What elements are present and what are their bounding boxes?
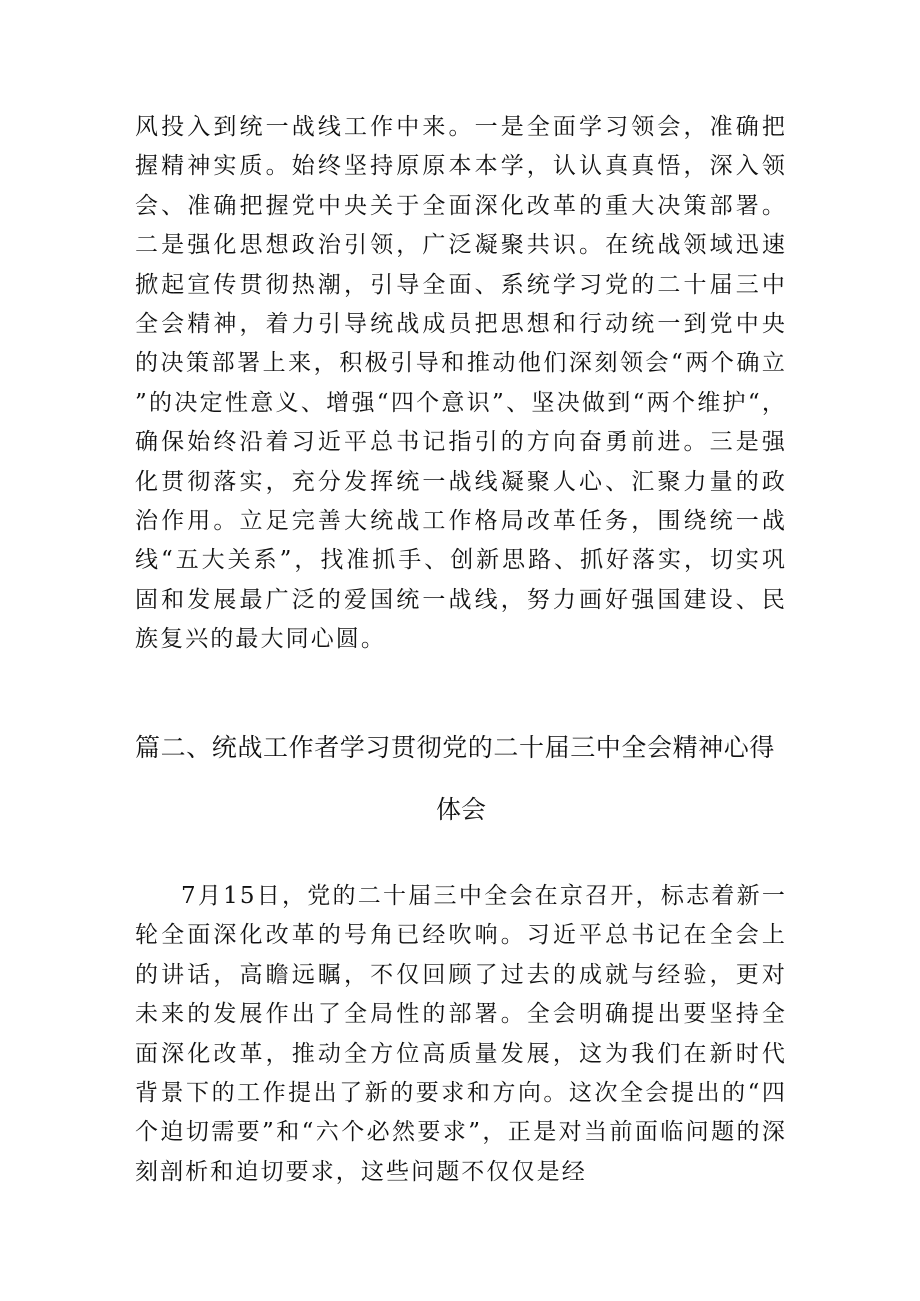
section-heading-title-continuation: 体会	[435, 795, 486, 824]
body-paragraph-opening: 7月15日，党的二十届三中全会在京召开，标志着新一轮全面深化改革的号角已经吹响。习近平总书记在全会上的讲话，高瞻远瞩，不仅回顾了过去的成就与经验，更对未来的发展作出了全局性的部署。全会明确提出要坚持全面深化改革，推动全方位高质量发展，这为我们在新时代背景下的工作提出了新的要求和方向。这次全会提出的“四个迫切需要”和“六个必然要求”，正是对当前面临问题的深刻剖析和迫切要求，这些问题不仅仅是经	[135, 883, 787, 1185]
body-paragraph-continued: 风投入到统一战线工作中来。一是全面学习领会，准确把握精神实质。始终坚持原原本本学，认认真真悟，深入领会、准确把握党中央关于全面深化改革的重大决策部署。二是强化思想政治引领，广泛凝聚共识。在统战领域迅速掀起宣传贯彻热潮，引导全面、系统学习党的二十届三中全会精神，着力引导统战成员把思想和行动统一到党中央的决策部署上来，积极引导和推动他们深刻领会“两个确立”的决定性意义、增强“四个意识”、坚决做到“两个维护“，确保始终沿着习近平总书记指引的方向奋勇前进。三是强化贯彻落实，充分发挥统一战线凝聚人心、汇聚力量的政治作用。立足完善大统战工作格局改革任务，围绕统一战线“五大关系”，找准抓手、创新思路、抓好落实，切实巩固和发展最广泛的爱国统一战线，努力画好强国建设、民族复兴的最大同心圆。	[135, 114, 787, 653]
section-heading-title: 篇二、统战工作者学习贯彻党的二十届三中全会精神心得	[135, 733, 776, 762]
